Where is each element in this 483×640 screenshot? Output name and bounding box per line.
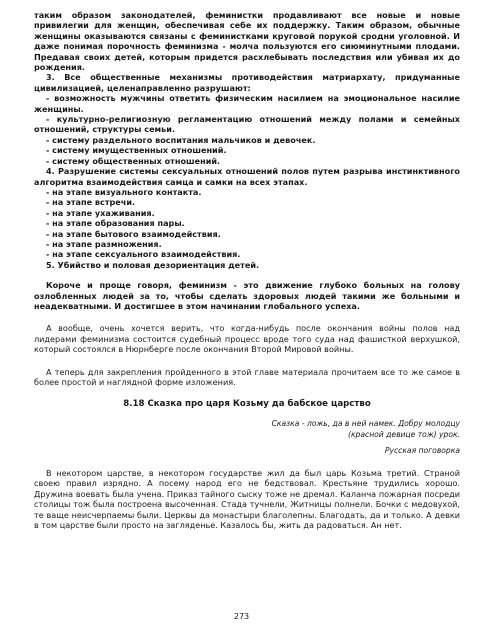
page-number: 273 xyxy=(233,612,250,621)
paragraph-nuremberg: А вообще, очень хочется верить, что когда-нибудь после окончания войны полов над лидерами феминизма состоится судебный процесс вроде того суда над фашисткой верхушкой, который состоялся в Нюрнберге после окончания Второй Мировой войны. xyxy=(34,323,460,355)
list-item: - на этапе сексуального взаимодействия. xyxy=(46,249,241,260)
list-item: - на этапе ухаживания. xyxy=(46,207,155,218)
paragraph-intro: таким образом законодателей, феминистки продавливают все новые и новые привилегии для женщин, обеспечивая себе их поддержку. Таким образом, обычные женщины оказываются связаны с феминистками круговой порукой сродни уголовной. И даже понимая порочность феминизма - молча пользуются его сиюминутными плодами. Предавая своих детей, которым придется расхлебывать последствия или убивая их до рождения. xyxy=(34,10,460,73)
list-item: - систему имущественных отношений. xyxy=(46,145,227,156)
paragraph-transition: А теперь для закрепления пройденного в этой главе материала прочитаем все то же самое в более простой и наглядной форме изложения. xyxy=(34,366,460,387)
list-item: - на этапе визуального контакта. xyxy=(46,186,202,197)
paragraph-point-3: 3. Все общественные механизмы противодействия матриархату, придуманные цивилизацией, целенаправленно разрушают: xyxy=(34,72,460,93)
paragraph-point-5: 5. Убийство и половая дезориентация детей. xyxy=(46,259,260,270)
epigraph-source: Русская поговорка xyxy=(384,445,460,455)
list-item: - на этапе бытового взаимодействия. xyxy=(46,228,221,239)
paragraph-summary: Короче и проще говоря, феминизм - это движение глубоко больных на голову озлобленных людей за то, чтобы сделать здоровых людей такими же больными и неадекватными. И достигшее в этом начинании глобального успеха. xyxy=(34,280,460,311)
section-heading: 8.18 Сказка про царя Козьму да бабское царство xyxy=(123,399,371,410)
paragraph-point-4: 4. Разрушение системы сексуальных отношений полов путем разрыва инстинктивного алгоритма взаимодействия самца и самки на всех этапах. xyxy=(34,166,460,187)
epigraph: Сказка - ложь, да в ней намек. Добру молодцу (красной девице тож) урок. xyxy=(271,419,460,439)
list-item: - на этапе встречи. xyxy=(46,197,136,208)
paragraph-tale: В некотором царстве, в некотором государстве жил да был царь Козьма третий. Страной своею правил изрядно. А посему народ его не бедствовал. Крестьяне трудились хорошо. Дружина воевать была учена. Приказ тайного сыску тоже не дремал. Каланча пожарная посреди столицы тож была построена высоченная. Стада тучнели, Житницы полнели. Бочки с медовухой, те ваще неисчерпаемы были. Церквы да монастыри благолепны. Благодать, да и только. А девки в том царстве были просто на загляденье. Казалось бы, жить да радоваться. Ан нет. xyxy=(34,468,460,531)
list-item: - систему общественных отношений. xyxy=(46,155,221,166)
list-item: - систему раздельного воспитания мальчиков и девочек. xyxy=(46,134,316,145)
list-item: - на этапе образования пары. xyxy=(46,218,185,229)
paragraph-point-3b: - культурно-религиозную регламентацию отношений между полами и семейных отношений, структуры семьи. xyxy=(34,114,460,135)
document-page xyxy=(34,10,460,530)
paragraph-point-3a: - возможность мужчины ответить физическим насилием на эмоциональное насилие женщины. xyxy=(34,93,460,114)
list-item: - на этапе размножения. xyxy=(46,238,162,249)
